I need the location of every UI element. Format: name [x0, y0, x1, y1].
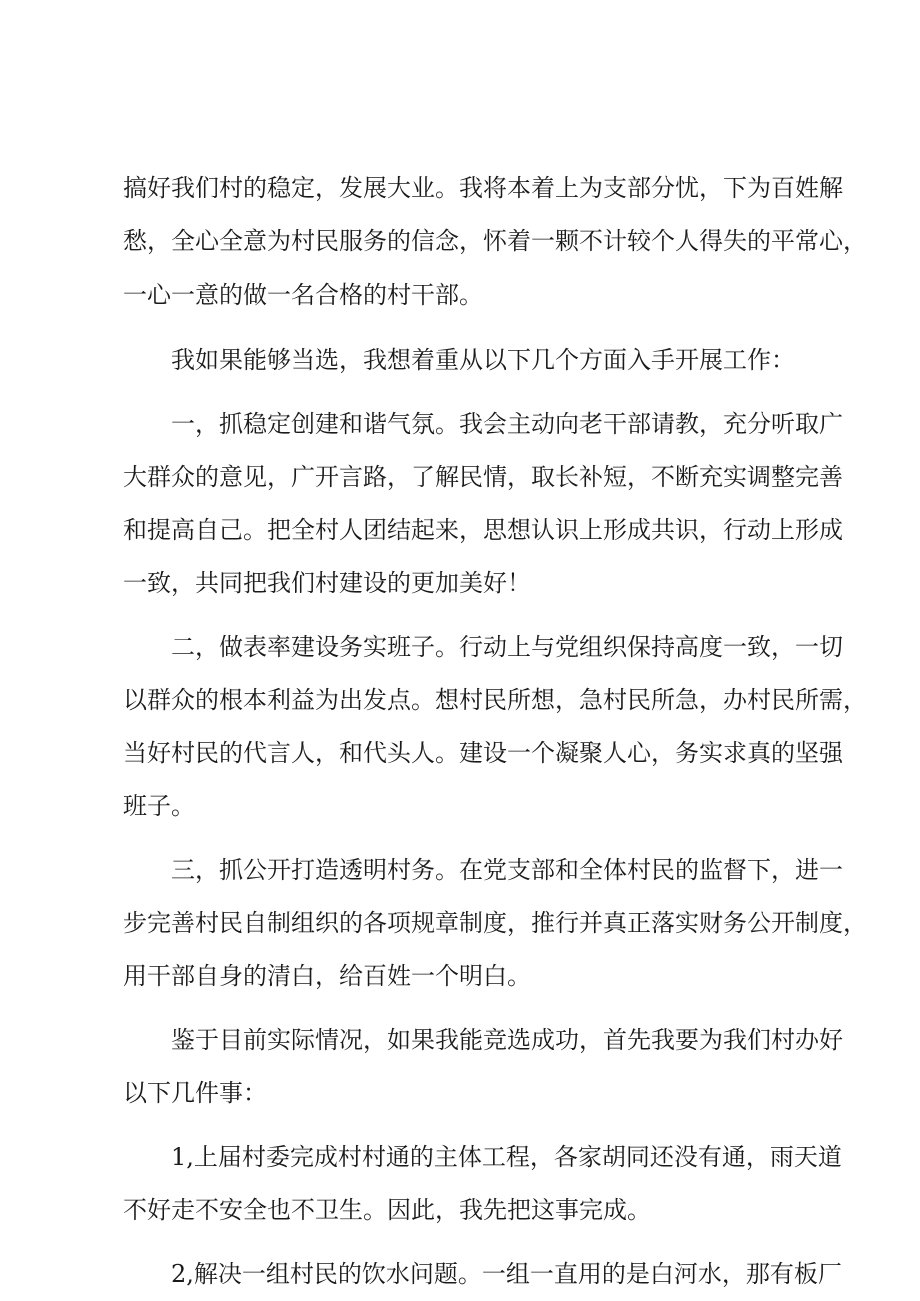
text-line: 步完善村民自制组织的各项规章制度，推行并真正落实财务公开制度， [123, 909, 867, 937]
text-line: 一致，共同把我们村建设的更加美好！ [123, 569, 531, 597]
paragraph-first-line: 二，做表率建设务实班子。行动上与党组织保持高度一致，一切 [171, 633, 843, 661]
paragraph-first-line: 一，抓稳定创建和谐气氛。我会主动向老干部请教，充分听取广 [171, 410, 843, 438]
paragraph-first-line: 1,上届村委完成村村通的主体工程，各家胡同还没有通，雨天道 [171, 1143, 842, 1171]
text-line: 一心一意的做一名合格的村干部。 [123, 281, 483, 309]
text-line: 以群众的根本利益为出发点。想村民所想，急村民所急，办村民所需， [123, 686, 867, 714]
text-line: 用干部自身的清白，给百姓一个明白。 [123, 962, 531, 990]
paragraph-first-line: 三，抓公开打造透明村务。在党支部和全体村民的监督下，进一 [171, 856, 843, 884]
text-line: 愁，全心全意为村民服务的信念，怀着一颗不计较个人得失的平常心， [123, 227, 867, 255]
text-line: 不好走不安全也不卫生。因此，我先把这事完成。 [123, 1196, 651, 1224]
text-line: 当好村民的代言人，和代头人。建设一个凝聚人心，务实求真的坚强 [123, 739, 843, 767]
paragraph-first-line: 2,解决一组村民的饮水问题。一组一直用的是白河水，那有板厂 [171, 1260, 842, 1288]
paragraph-first-line: 我如果能够当选，我想着重从以下几个方面入手开展工作： [171, 346, 795, 374]
text-line: 搞好我们村的稳定，发展大业。我将本着上为支部分忧，下为百姓解 [123, 174, 843, 202]
text-line: 大群众的意见，广开言路，了解民情，取长补短，不断充实调整完善 [123, 463, 843, 491]
paragraph-first-line: 鉴于目前实际情况，如果我能竞选成功，首先我要为我们村办好 [171, 1026, 843, 1054]
text-line: 班子。 [123, 792, 195, 820]
text-line: 以下几件事： [123, 1079, 267, 1107]
text-line: 和提高自己。把全村人团结起来，思想认识上形成共识，行动上形成 [123, 516, 843, 544]
